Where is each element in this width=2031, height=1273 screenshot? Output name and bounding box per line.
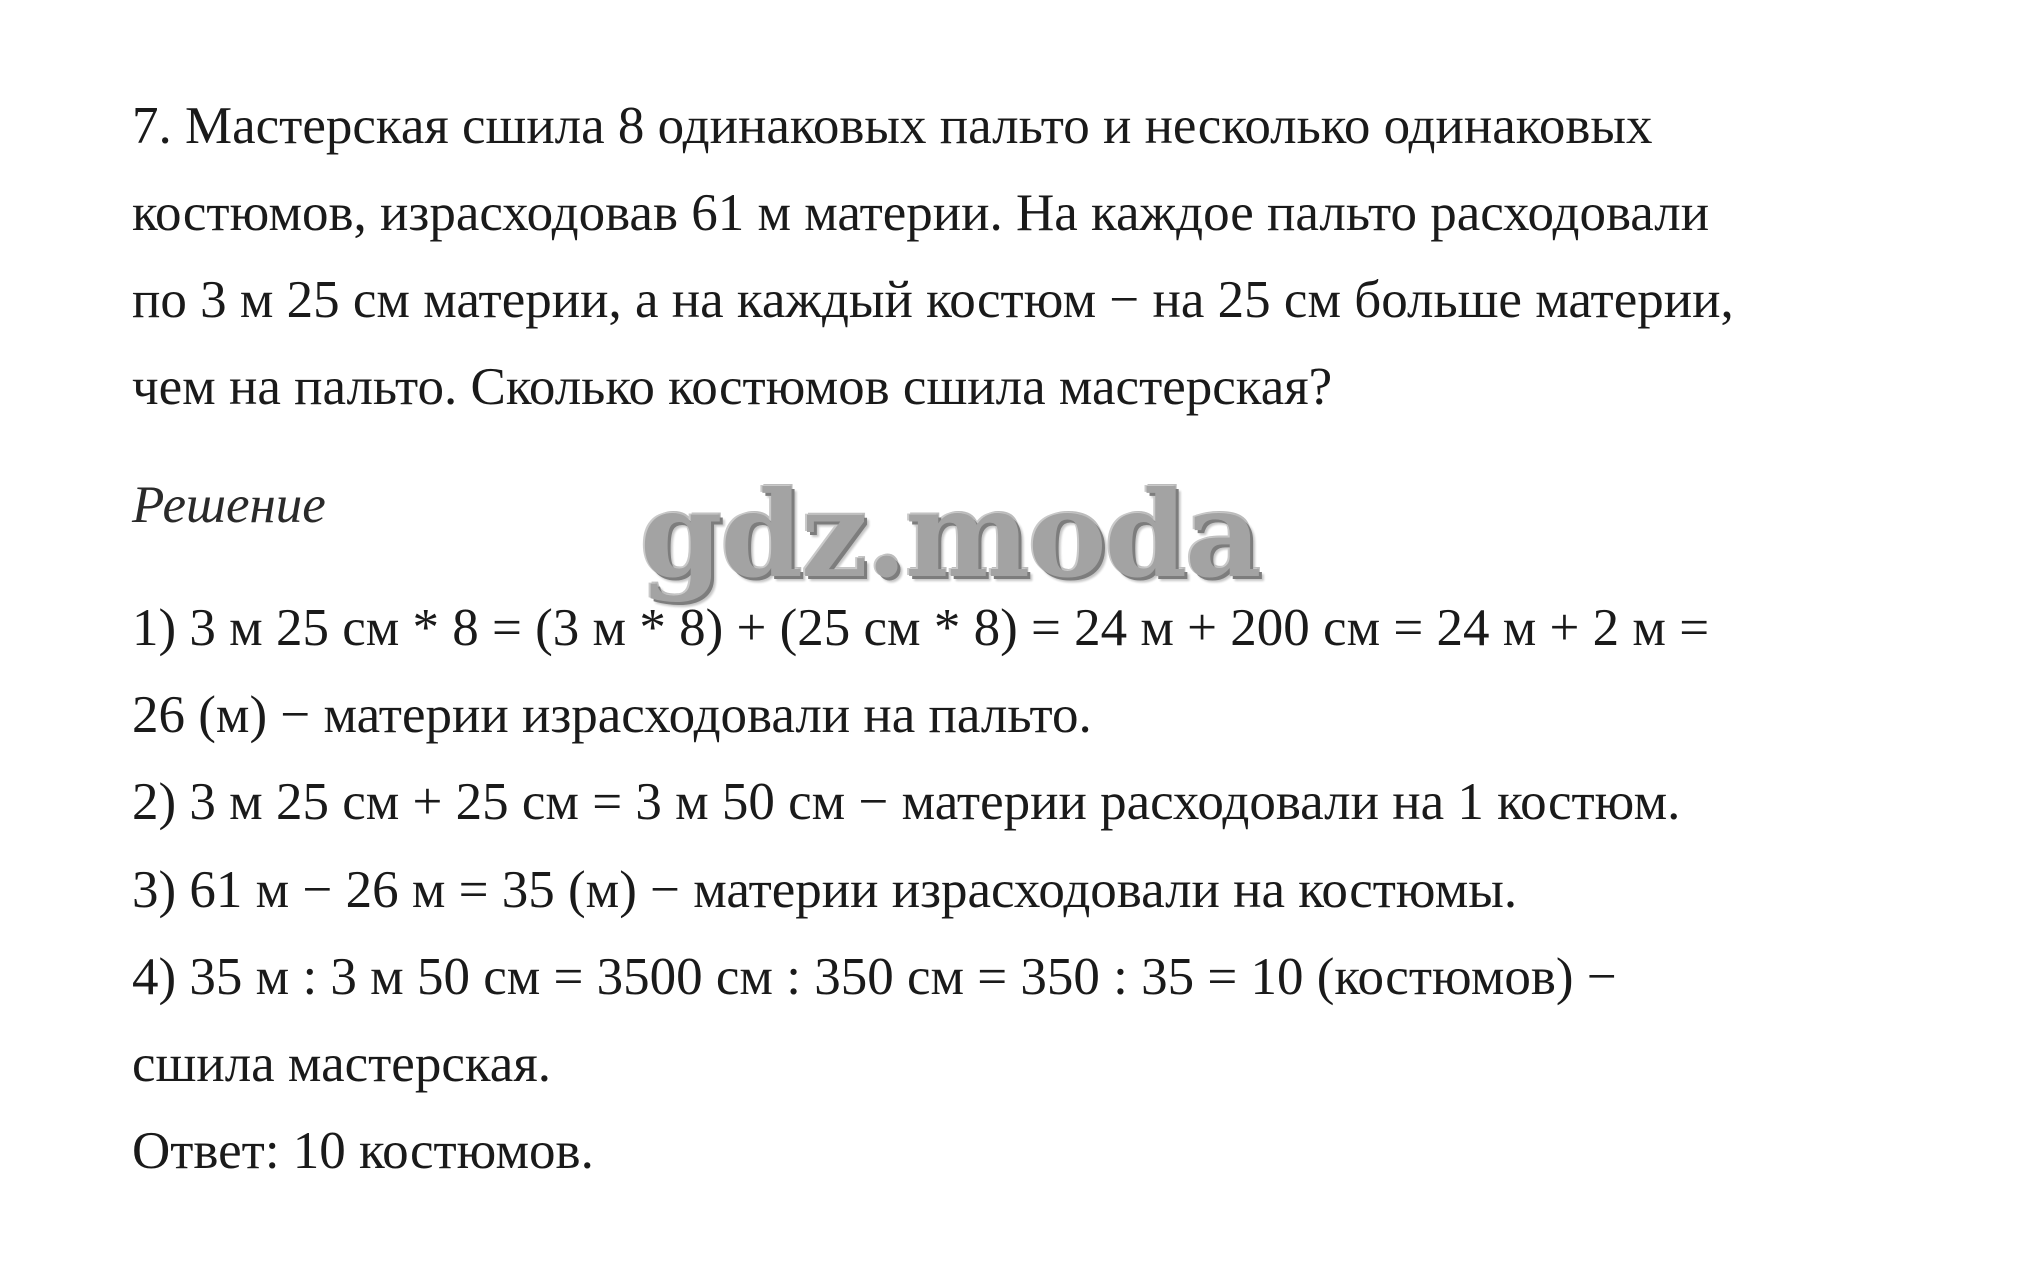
problem-line-4: чем на пальто. Сколько костюмов сшила мастерская? xyxy=(132,358,1333,416)
solution-line-4: 3) 61 м − 26 м = 35 (м) − материи израсходовали на костюмы. xyxy=(132,861,1518,919)
problem-line-1: 7. Мастерская сшила 8 одинаковых пальто и несколько одинаковых xyxy=(132,97,1653,155)
answer-line: Ответ: 10 костюмов. xyxy=(132,1122,594,1180)
problem-line-2: костюмов, израсходовав 61 м материи. На каждое пальто расходовали xyxy=(132,184,1710,242)
watermark-logo: gdz.moda xyxy=(640,465,1260,604)
solution-line-3: 2) 3 м 25 см + 25 см = 3 м 50 см − материи расходовали на 1 костюм. xyxy=(132,773,1681,831)
problem-line-3: по 3 м 25 см материи, а на каждый костюм − на 25 см больше материи, xyxy=(132,271,1734,329)
solution-line-6: сшила мастерская. xyxy=(132,1035,551,1093)
solution-line-2: 26 (м) − материи израсходовали на пальто. xyxy=(132,686,1092,744)
solution-line-1: 1) 3 м 25 см * 8 = (3 м * 8) + (25 см * 8) = 24 м + 200 см = 24 м + 2 м = xyxy=(132,599,1710,657)
solution-heading: Решение xyxy=(132,476,326,534)
solution-line-5: 4) 35 м : 3 м 50 см = 3500 см : 350 см = 350 : 35 = 10 (костюмов) − xyxy=(132,948,1617,1006)
